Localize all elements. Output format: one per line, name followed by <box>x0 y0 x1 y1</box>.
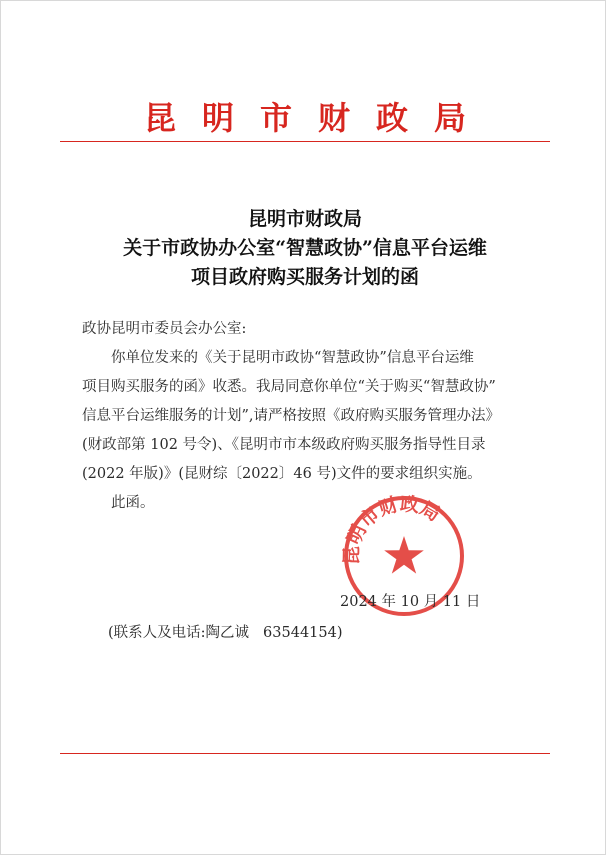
addressee: 政协昆明市委员会办公室: <box>82 321 247 337</box>
seal-star-icon <box>384 536 424 574</box>
contact-info <box>108 621 343 642</box>
body-line-1: 你单位发来的《关于昆明市政协“智慧政协”信息平台运维 <box>111 350 474 366</box>
title-line-1: 昆明市财政局 <box>247 208 362 230</box>
body-line-2: 项目购买服务的函》收悉。我局同意你单位“关于购买“智慧政协” <box>82 379 496 395</box>
letter-body <box>82 315 532 518</box>
title-line-3: 项目政府购买服务计划的函 <box>190 266 419 288</box>
contact-phone: 63544154) <box>263 625 343 641</box>
body-line-4: (财政部第 102 号令)、《昆明市市本级政府购买服务指导性目录 <box>82 437 486 453</box>
body-line-3: 信息平台运维服务的计划”,请严格按照《政府购买服务管理办法》 <box>82 408 501 424</box>
closing-remark: 此函。 <box>111 495 155 511</box>
letterhead-red-rule <box>60 141 550 142</box>
body-line-5: (2022 年版)》(昆财综〔2022〕46 号)文件的要求组织实施。 <box>82 466 482 482</box>
contact-person: (联系人及电话:陶乙诚 <box>108 625 250 641</box>
footer-red-rule <box>60 753 550 754</box>
title-line-2: 关于市政协办公室“智慧政协”信息平台运维 <box>123 237 487 259</box>
letterhead-title: 昆明市财政局 <box>143 99 492 137</box>
letter-date: 2024 年 10 月 11 日 <box>340 594 481 610</box>
document-title <box>60 205 550 292</box>
seal-text: 昆明市财政局 <box>340 492 444 566</box>
